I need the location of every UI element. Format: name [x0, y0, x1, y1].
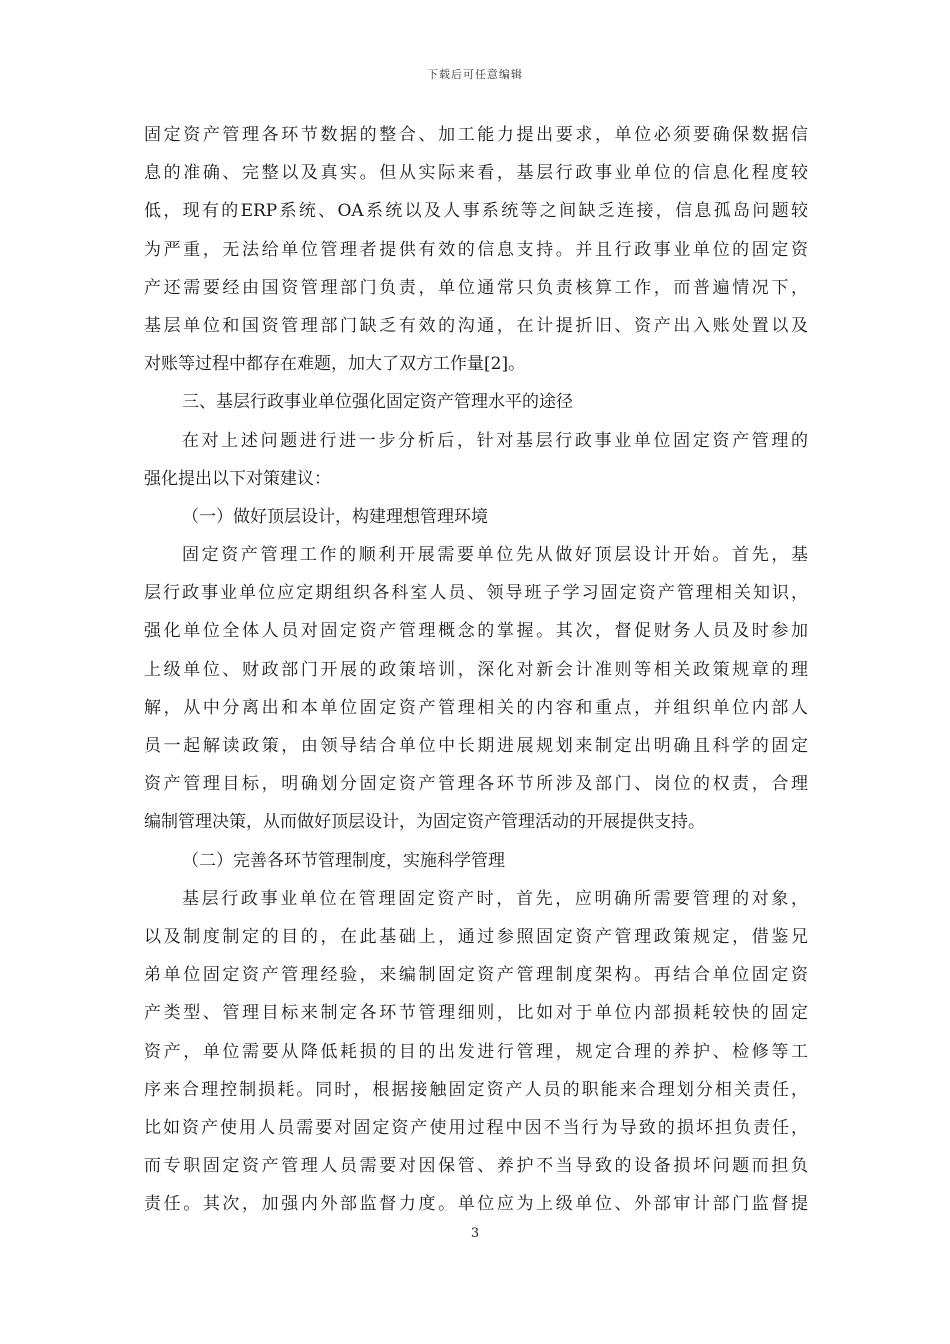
body-text-line: 责任。其次，加强内外部监督力度。单位应为上级单位、外部审计部门监督提: [144, 1194, 808, 1215]
page-header: 下载后可任意编辑: [427, 68, 523, 81]
body-text-line: 低，现有的ERP系统、OA系统以及人事系统等之间缺乏连接，信息孤岛问题较: [144, 201, 808, 222]
body-text-line: 资产管理目标，明确划分固定资产管理各环节所涉及部门、岗位的权责，合理: [144, 774, 808, 795]
body-text-line: 而专职固定资产管理人员需要对因保管、养护不当导致的设备损坏问题而担负: [144, 1156, 808, 1177]
body-text-line: 产类型、管理目标来制定各环节管理细则，比如对于单位内部损耗较快的固定: [144, 1003, 808, 1024]
body-text-line: 强化提出以下对策建议：: [144, 468, 331, 489]
body-text-line: 解，从中分离出和本单位固定资产管理相关的内容和重点，并组织单位内部人: [144, 697, 808, 718]
section-heading: （一）做好顶层设计，构建理想管理环境: [182, 506, 488, 527]
body-text-line: 层行政事业单位应定期组织各科室人员、领导班子学习固定资产管理相关知识，: [144, 583, 808, 604]
page-number: 3: [470, 1226, 480, 1241]
body-text-line: 固定资产管理工作的顺利开展需要单位先从做好顶层设计开始。首先，基: [182, 545, 808, 566]
body-text-line: 为严重，无法给单位管理者提供有效的信息支持。并且行政事业单位的固定资: [144, 239, 808, 260]
body-text-line: 对账等过程中都存在难题，加大了双方工作量[2]。: [144, 354, 526, 375]
body-text-line: 产还需要经由国资管理部门负责，单位通常只负责核算工作，而普遍情况下，: [144, 277, 808, 298]
body-text-line: 基层单位和国资管理部门缺乏有效的沟通，在计提折旧、资产出入账处置以及: [144, 315, 808, 336]
section-heading: 三、基层行政事业单位强化固定资产管理水平的途径: [182, 392, 573, 413]
section-heading: （二）完善各环节管理制度，实施科学管理: [182, 850, 505, 871]
body-text-line: 息的准确、完整以及真实。但从实际来看，基层行政事业单位的信息化程度较: [144, 163, 808, 184]
body-text-line: 资产，单位需要从降低耗损的目的出发进行管理，规定合理的养护、检修等工: [144, 1041, 808, 1062]
body-text-line: 固定资产管理各环节数据的整合、加工能力提出要求，单位必须要确保数据信: [144, 125, 808, 145]
body-text-line: 序来合理控制损耗。同时，根据接触固定资产人员的职能来合理划分相关责任，: [144, 1079, 808, 1100]
document-body: [144, 116, 808, 1223]
body-text-line: 上级单位、财政部门开展的政策培训，深化对新会计准则等相关政策规章的理: [144, 659, 808, 680]
body-text-line: 编制管理决策，从而做好顶层设计，为固定资产管理活动的开展提供支持。: [144, 812, 705, 833]
body-text-line: 强化单位全体人员对固定资产管理概念的掌握。其次，督促财务人员及时参加: [144, 621, 808, 642]
body-text-line: 比如资产使用人员需要对固定资产使用过程中因不当行为导致的损坏担负责任，: [144, 1117, 808, 1138]
body-text-line: 在对上述问题进行进一步分析后，针对基层行政事业单位固定资产管理的: [182, 430, 808, 451]
body-text-line: 以及制度制定的目的，在此基础上，通过参照固定资产管理政策规定，借鉴兄: [144, 926, 808, 947]
body-text-line: 基层行政事业单位在管理固定资产时，首先，应明确所需要管理的对象，: [182, 888, 808, 909]
body-text-line: 弟单位固定资产管理经验，来编制固定资产管理制度架构。再结合单位固定资: [144, 965, 808, 986]
body-text-line: 员一起解读政策，由领导结合单位中长期进展规划来制定出明确且科学的固定: [144, 736, 808, 756]
